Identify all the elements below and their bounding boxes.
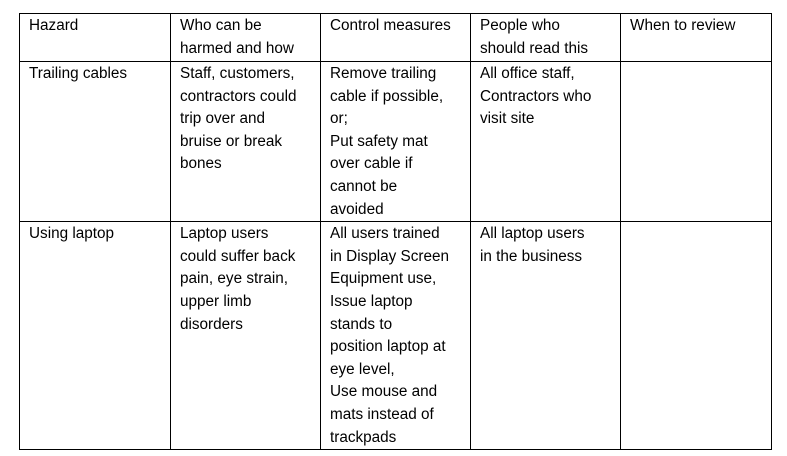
header-text: Who can be <box>180 17 262 34</box>
cell-when-review <box>621 222 772 450</box>
header-people-read <box>471 14 621 62</box>
cell-text: cannot be <box>330 177 398 195</box>
cell-who-harmed <box>171 222 321 450</box>
cell-text: in Display Screen <box>330 247 450 265</box>
cell-text: Using laptop <box>29 225 115 243</box>
risk-assessment-table <box>19 13 772 450</box>
cell-text: avoided <box>330 200 384 218</box>
cell-text: mats instead of <box>330 405 434 423</box>
cell-text: Remove trailing <box>330 65 437 82</box>
cell-who-harmed <box>171 62 321 222</box>
cell-hazard <box>20 62 171 222</box>
cell-text: All laptop users <box>480 225 585 243</box>
cell-text: pain, eye strain, <box>180 270 288 288</box>
cell-text: Contractors who <box>480 87 592 105</box>
cell-when-review <box>621 62 772 222</box>
header-text: Control measures <box>330 17 451 34</box>
cell-text: could suffer back <box>180 247 296 265</box>
cell-control-measures <box>321 222 471 450</box>
cell-text: disorders <box>180 315 243 333</box>
header-text: When to review <box>630 17 736 34</box>
cell-text: Trailing cables <box>29 65 128 82</box>
cell-text: over cable if <box>330 155 413 173</box>
cell-text: Staff, customers, <box>180 65 295 82</box>
header-when-review <box>621 14 772 62</box>
header-hazard <box>20 14 171 62</box>
cell-text: trackpads <box>330 428 397 446</box>
cell-text: All users trained <box>330 225 440 243</box>
cell-text: cable if possible, <box>330 87 444 105</box>
cell-text: All office staff, <box>480 65 575 82</box>
cell-control-measures <box>321 62 471 222</box>
header-control-measures <box>321 14 471 62</box>
cell-text: eye level, <box>330 360 395 378</box>
header-who-harmed <box>171 14 321 62</box>
cell-text: contractors could <box>180 87 297 105</box>
cell-hazard <box>20 222 171 450</box>
cell-text: Put safety mat <box>330 132 428 150</box>
table-row <box>20 62 772 222</box>
cell-text: Laptop users <box>180 225 269 243</box>
cell-people-read <box>471 222 621 450</box>
header-text: People who <box>480 17 560 34</box>
cell-text: position laptop at <box>330 338 446 356</box>
table-header-row <box>20 14 772 62</box>
cell-text: or; <box>330 110 348 128</box>
cell-text: trip over and <box>180 110 266 128</box>
cell-text: Issue laptop <box>330 292 413 310</box>
cell-text: in the business <box>480 247 583 265</box>
header-text: should read this <box>480 39 588 57</box>
header-text: Hazard <box>29 17 79 34</box>
cell-text: bones <box>180 155 222 173</box>
cell-text: stands to <box>330 315 393 333</box>
cell-text: visit site <box>480 110 535 128</box>
cell-text: Equipment use, <box>330 270 437 288</box>
cell-people-read <box>471 62 621 222</box>
cell-text: upper limb <box>180 292 252 310</box>
table-row <box>20 222 772 450</box>
header-text: harmed and how <box>180 39 294 57</box>
cell-text: Use mouse and <box>330 383 438 401</box>
cell-text: bruise or break <box>180 132 283 150</box>
